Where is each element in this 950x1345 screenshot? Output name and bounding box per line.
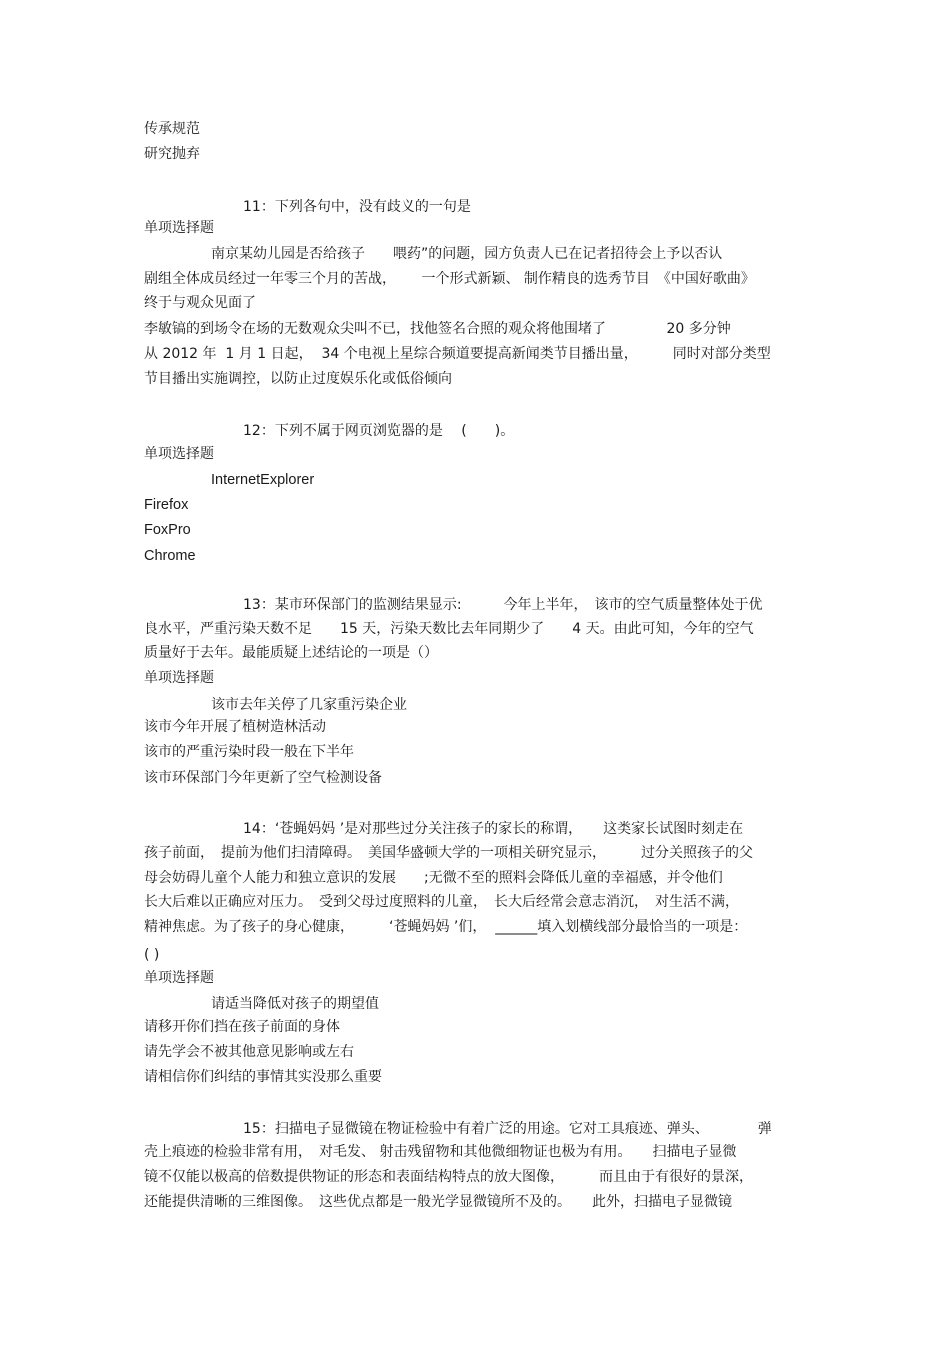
q14-stem-line5: 精神焦虑。为了孩子的身心健康， ‘苍蝇妈妈 ’们， ______填入划横线部分最恰当的一项是： [144, 919, 748, 935]
q11-option-b-line2: 终于与观众见面了 [144, 295, 256, 311]
q12-type: 单项选择题 [144, 446, 214, 462]
q14-type: 单项选择题 [144, 970, 214, 986]
q12-option-a: InternetExplorer [211, 472, 315, 488]
q13-option-a: 该市去年关停了几家重污染企业 [211, 697, 407, 713]
q14-stem-line1: 14：‘苍蝇妈妈 ’是对那些过分关注孩子的家长的称谓， 这类家长试图时刻走在 [243, 821, 744, 837]
q14-stem-line4: 长大后难以正确应对压力。 受到父母过度照料的儿童， 长大后经常会意志消沉， 对生活不满， [144, 894, 739, 910]
q11-option-a: 南京某幼儿园是否给孩子 喂药”的问题，园方负责人已在记者招待会上予以否认 [211, 246, 723, 262]
q11-option-d-line2: 节目播出实施调控，以防止过度娱乐化或低俗倾向 [144, 371, 452, 387]
q14-stem-line2: 孩子前面， 提前为他们扫清障碍。 美国华盛顿大学的一项相关研究显示， 过分关照孩子的父 [144, 845, 753, 861]
q11-option-c: 李敏镐的到场令在场的无数观众尖叫不已，找他签名合照的观众将他围堵了 20 多分钟 [144, 321, 731, 337]
q11-stem: 11：下列各句中，没有歧义的一句是 [243, 199, 471, 215]
q11-option-d-line1: 从 2012 年 1 月 1 日起， 34 个电视上星综合频道要提高新闻类节目播出量， 同时对部分类型 [144, 346, 771, 362]
q14-stem-line6: ( ) [144, 947, 160, 963]
q12-option-b: Firefox [144, 497, 189, 513]
q13-stem-line1: 13：某市环保部门的监测结果显示: 今年上半年， 该市的空气质量整体处于优 [243, 597, 763, 613]
prev-option-c: 传承规范 [144, 121, 200, 137]
q13-option-b: 该市今年开展了植树造林活动 [144, 719, 326, 735]
q14-option-c: 请先学会不被其他意见影响或左右 [144, 1044, 354, 1060]
q11-option-b-line1: 剧组全体成员经过一年零三个月的苦战， 一个形式新颖、 制作精良的选秀节目 《中国好歌曲》 [144, 271, 755, 287]
q11-type: 单项选择题 [144, 220, 214, 236]
q13-stem-line2: 良水平，严重污染天数不足 15 天，污染天数比去年同期少了 4 天。由此可知，今年的空气 [144, 621, 754, 637]
q13-stem-line3: 质量好于去年。最能质疑上述结论的一项是（） [144, 645, 438, 661]
q14-option-a: 请适当降低对孩子的期望值 [211, 996, 379, 1012]
q13-option-c: 该市的严重污染时段一般在下半年 [144, 744, 354, 760]
q15-stem-line4: 还能提供清晰的三维图像。 这些优点都是一般光学显微镜所不及的。 此外，扫描电子显微镜 [144, 1194, 732, 1210]
q13-option-d: 该市环保部门今年更新了空气检测设备 [144, 770, 382, 786]
q12-option-c: FoxPro [144, 522, 191, 538]
q15-stem-line3: 镜不仅能以极高的倍数提供物证的形态和表面结构特点的放大图像， 而且由于有很好的景深， [144, 1169, 753, 1185]
q14-option-d: 请相信你们纠结的事情其实没那么重要 [144, 1069, 382, 1085]
q15-stem-line1: 15：扫描电子显微镜在物证检验中有着广泛的用途。它对工具痕迹、弹头、 弹 [243, 1121, 772, 1137]
q14-option-b: 请移开你们挡在孩子前面的身体 [144, 1019, 340, 1035]
q14-stem-line3: 母会妨碍儿童个人能力和独立意识的发展 ;无微不至的照料会降低儿童的幸福感，并令他们 [144, 870, 723, 886]
q13-type: 单项选择题 [144, 670, 214, 686]
q15-stem-line2: 壳上痕迹的检验非常有用， 对毛发、 射击残留物和其他微细物证也极为有用。 扫描电子显微 [144, 1144, 737, 1160]
q12-option-d: Chrome [144, 548, 196, 564]
q12-stem: 12：下列不属于网页浏览器的是 ( )。 [243, 423, 515, 439]
prev-option-d: 研究抛弃 [144, 146, 200, 162]
